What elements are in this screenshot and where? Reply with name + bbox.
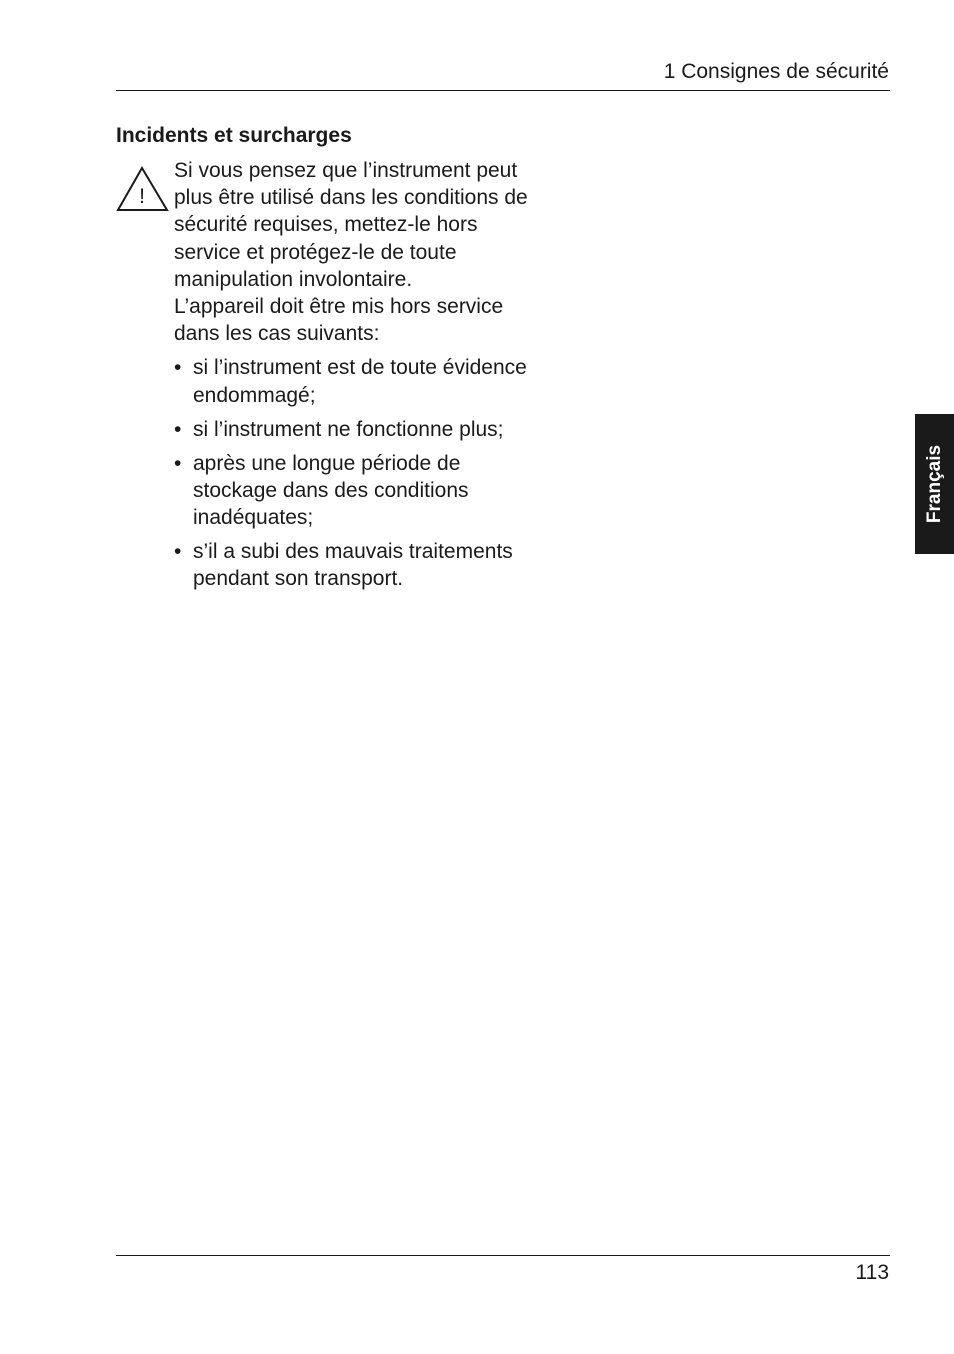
list-item [174, 354, 534, 408]
bullet-icon: • [174, 451, 182, 475]
list-item [174, 416, 534, 443]
list-item [174, 450, 534, 532]
header-divider [116, 90, 890, 91]
warning-exclamation: ! [139, 185, 145, 208]
service-paragraph: L’appareil doit être mis hors service dans les cas suivants: [174, 295, 504, 346]
condition-list [174, 354, 534, 592]
warning-triangle-icon [116, 166, 170, 214]
list-item-text: si l’instrument est de toute évidence endommagé; [193, 356, 527, 407]
warning-body [174, 157, 534, 599]
language-tab [915, 414, 954, 554]
language-tab-label: Français [923, 444, 945, 524]
bullet-icon: • [174, 540, 182, 564]
list-item-text: si l’instrument ne fonctionne plus; [193, 417, 504, 441]
list-item-text: s’il a subi des mauvais traitements pendant son transport. [193, 540, 513, 591]
bullet-icon: • [174, 356, 182, 380]
section-heading: Incidents et surcharges [116, 124, 352, 147]
list-item [174, 538, 534, 592]
footer-divider [116, 1255, 890, 1256]
list-item-text: après une longue période de stockage dans des conditions inadéquates; [193, 451, 469, 530]
intro-paragraph: Si vous pensez que l’instrument peut plus être utilisé dans les conditions de sécurité requises, mettez-le hors service et protégez-le de toute manipulation involontaire. [174, 159, 528, 291]
bullet-icon: • [174, 417, 182, 441]
running-header: 1 Consignes de sécurité [663, 60, 889, 83]
page-number: 113 [855, 1261, 889, 1284]
